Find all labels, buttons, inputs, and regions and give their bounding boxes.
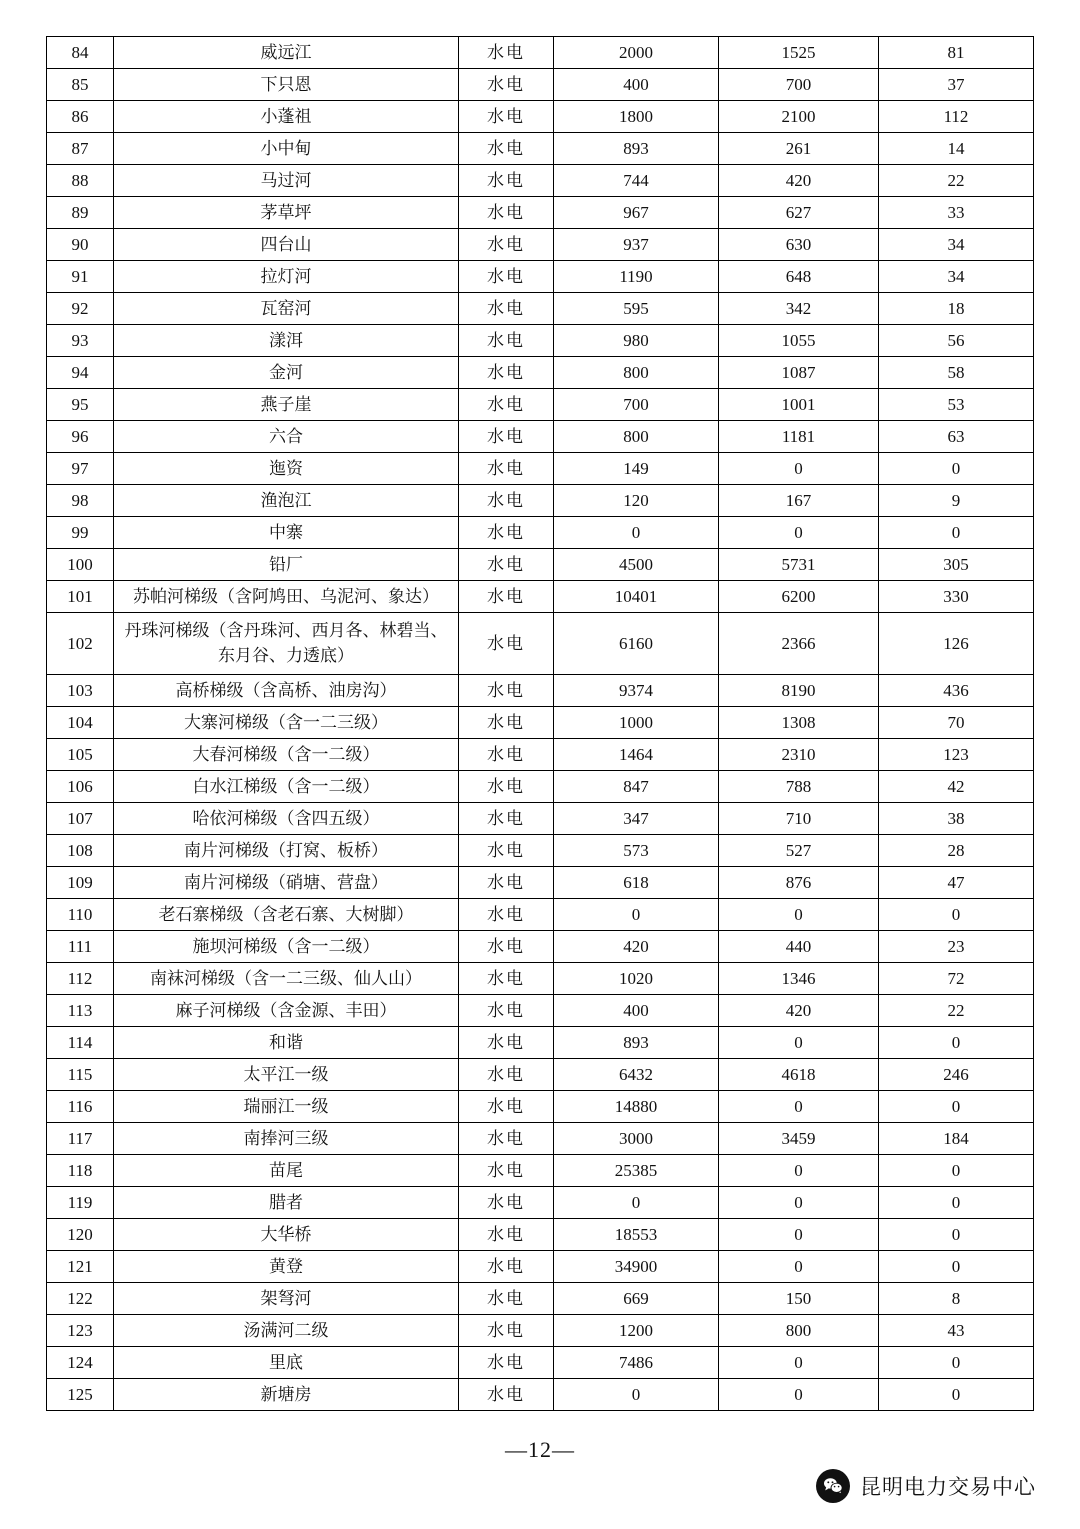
cell-energy-type: 水电 — [459, 739, 554, 771]
cell-plant-name: 瓦窑河 — [114, 293, 459, 325]
cell-plant-name: 哈依河梯级（含四五级） — [114, 803, 459, 835]
cell-value-1: 400 — [554, 69, 719, 101]
table-row — [47, 261, 1034, 293]
cell-plant-name: 迤资 — [114, 453, 459, 485]
cell-value-2: 5731 — [719, 549, 879, 581]
cell-energy-type: 水电 — [459, 707, 554, 739]
table-row — [47, 517, 1034, 549]
cell-value-1: 937 — [554, 229, 719, 261]
cell-value-1: 847 — [554, 771, 719, 803]
cell-value-1: 25385 — [554, 1155, 719, 1187]
cell-value-2: 700 — [719, 69, 879, 101]
cell-index: 117 — [47, 1123, 114, 1155]
cell-plant-name: 黄登 — [114, 1251, 459, 1283]
cell-value-3: 37 — [879, 69, 1034, 101]
cell-index: 103 — [47, 675, 114, 707]
cell-index: 98 — [47, 485, 114, 517]
cell-value-3: 305 — [879, 549, 1034, 581]
wechat-account-name: 昆明电力交易中心 — [860, 1476, 1036, 1499]
cell-energy-type: 水电 — [459, 1219, 554, 1251]
cell-value-2: 0 — [719, 453, 879, 485]
cell-value-2: 440 — [719, 931, 879, 963]
cell-energy-type: 水电 — [459, 101, 554, 133]
cell-plant-name: 太平江一级 — [114, 1059, 459, 1091]
cell-energy-type: 水电 — [459, 357, 554, 389]
cell-value-1: 1190 — [554, 261, 719, 293]
cell-value-1: 400 — [554, 995, 719, 1027]
cell-value-1: 149 — [554, 453, 719, 485]
cell-value-1: 0 — [554, 899, 719, 931]
cell-value-2: 4618 — [719, 1059, 879, 1091]
table-row — [47, 229, 1034, 261]
cell-value-3: 28 — [879, 835, 1034, 867]
cell-energy-type: 水电 — [459, 453, 554, 485]
cell-value-1: 14880 — [554, 1091, 719, 1123]
cell-value-1: 0 — [554, 1187, 719, 1219]
power-plant-table — [46, 36, 1034, 1411]
cell-value-2: 527 — [719, 835, 879, 867]
cell-index: 106 — [47, 771, 114, 803]
cell-value-2: 0 — [719, 1219, 879, 1251]
cell-plant-name: 白水江梯级（含一二级） — [114, 771, 459, 803]
table-row — [47, 1219, 1034, 1251]
cell-index: 99 — [47, 517, 114, 549]
cell-value-3: 14 — [879, 133, 1034, 165]
cell-value-2: 420 — [719, 995, 879, 1027]
cell-value-3: 34 — [879, 229, 1034, 261]
cell-value-3: 0 — [879, 453, 1034, 485]
cell-index: 92 — [47, 293, 114, 325]
cell-value-2: 3459 — [719, 1123, 879, 1155]
table-row — [47, 931, 1034, 963]
cell-value-1: 967 — [554, 197, 719, 229]
cell-value-1: 0 — [554, 1379, 719, 1411]
cell-value-2: 788 — [719, 771, 879, 803]
cell-value-1: 700 — [554, 389, 719, 421]
cell-index: 96 — [47, 421, 114, 453]
table-row — [47, 197, 1034, 229]
cell-value-2: 167 — [719, 485, 879, 517]
cell-plant-name: 施坝河梯级（含一二级） — [114, 931, 459, 963]
cell-value-2: 627 — [719, 197, 879, 229]
cell-value-2: 648 — [719, 261, 879, 293]
cell-value-2: 1346 — [719, 963, 879, 995]
cell-energy-type: 水电 — [459, 197, 554, 229]
table-row — [47, 389, 1034, 421]
cell-index: 88 — [47, 165, 114, 197]
cell-value-3: 42 — [879, 771, 1034, 803]
page-number: —12— — [505, 1437, 575, 1463]
cell-plant-name: 中寨 — [114, 517, 459, 549]
cell-value-1: 1020 — [554, 963, 719, 995]
table-row — [47, 899, 1034, 931]
cell-plant-name: 六合 — [114, 421, 459, 453]
cell-energy-type: 水电 — [459, 325, 554, 357]
cell-value-1: 1200 — [554, 1315, 719, 1347]
cell-index: 122 — [47, 1283, 114, 1315]
cell-value-3: 58 — [879, 357, 1034, 389]
cell-plant-name: 茅草坪 — [114, 197, 459, 229]
table-row — [47, 1155, 1034, 1187]
cell-plant-name: 新塘房 — [114, 1379, 459, 1411]
cell-value-2: 2310 — [719, 739, 879, 771]
cell-energy-type: 水电 — [459, 1123, 554, 1155]
cell-value-3: 72 — [879, 963, 1034, 995]
cell-energy-type: 水电 — [459, 1347, 554, 1379]
cell-energy-type: 水电 — [459, 581, 554, 613]
cell-value-2: 2366 — [719, 613, 879, 675]
cell-index: 125 — [47, 1379, 114, 1411]
wechat-icon — [816, 1469, 850, 1503]
cell-index: 89 — [47, 197, 114, 229]
table-row — [47, 1123, 1034, 1155]
cell-plant-name: 南捧河三级 — [114, 1123, 459, 1155]
cell-value-1: 6432 — [554, 1059, 719, 1091]
cell-plant-name: 南袜河梯级（含一二三级、仙人山） — [114, 963, 459, 995]
cell-plant-name: 丹珠河梯级（含丹珠河、西月各、林碧当、东月谷、力透底） — [114, 613, 459, 675]
cell-value-3: 0 — [879, 1379, 1034, 1411]
cell-plant-name: 老石寨梯级（含老石寨、大树脚） — [114, 899, 459, 931]
cell-value-2: 0 — [719, 1091, 879, 1123]
cell-value-1: 34900 — [554, 1251, 719, 1283]
cell-value-3: 0 — [879, 1219, 1034, 1251]
cell-energy-type: 水电 — [459, 1059, 554, 1091]
cell-value-3: 23 — [879, 931, 1034, 963]
table-row — [47, 675, 1034, 707]
cell-value-3: 47 — [879, 867, 1034, 899]
table-row — [47, 165, 1034, 197]
table-row — [47, 707, 1034, 739]
cell-energy-type: 水电 — [459, 613, 554, 675]
cell-value-3: 112 — [879, 101, 1034, 133]
cell-value-1: 980 — [554, 325, 719, 357]
cell-value-3: 9 — [879, 485, 1034, 517]
cell-index: 87 — [47, 133, 114, 165]
cell-value-3: 184 — [879, 1123, 1034, 1155]
table-row — [47, 37, 1034, 69]
cell-index: 85 — [47, 69, 114, 101]
cell-value-2: 1308 — [719, 707, 879, 739]
cell-value-1: 1800 — [554, 101, 719, 133]
cell-index: 95 — [47, 389, 114, 421]
cell-value-1: 669 — [554, 1283, 719, 1315]
cell-index: 105 — [47, 739, 114, 771]
cell-value-3: 53 — [879, 389, 1034, 421]
table-row — [47, 101, 1034, 133]
cell-value-3: 330 — [879, 581, 1034, 613]
cell-value-2: 420 — [719, 165, 879, 197]
cell-index: 120 — [47, 1219, 114, 1251]
cell-index: 94 — [47, 357, 114, 389]
cell-value-1: 573 — [554, 835, 719, 867]
cell-value-3: 43 — [879, 1315, 1034, 1347]
cell-index: 115 — [47, 1059, 114, 1091]
cell-energy-type: 水电 — [459, 835, 554, 867]
cell-value-1: 1000 — [554, 707, 719, 739]
table-row — [47, 69, 1034, 101]
table-row — [47, 1315, 1034, 1347]
cell-value-1: 893 — [554, 133, 719, 165]
cell-index: 102 — [47, 613, 114, 675]
cell-value-3: 0 — [879, 1091, 1034, 1123]
cell-value-3: 0 — [879, 1347, 1034, 1379]
cell-value-1: 2000 — [554, 37, 719, 69]
cell-value-1: 1464 — [554, 739, 719, 771]
cell-value-1: 0 — [554, 517, 719, 549]
cell-value-1: 893 — [554, 1027, 719, 1059]
cell-index: 112 — [47, 963, 114, 995]
cell-value-3: 34 — [879, 261, 1034, 293]
cell-value-2: 0 — [719, 1251, 879, 1283]
table-row — [47, 1251, 1034, 1283]
cell-value-1: 347 — [554, 803, 719, 835]
cell-energy-type: 水电 — [459, 261, 554, 293]
cell-value-3: 246 — [879, 1059, 1034, 1091]
cell-plant-name: 马过河 — [114, 165, 459, 197]
cell-index: 110 — [47, 899, 114, 931]
cell-value-3: 38 — [879, 803, 1034, 835]
cell-value-2: 0 — [719, 1155, 879, 1187]
cell-value-1: 18553 — [554, 1219, 719, 1251]
wechat-footer — [816, 1469, 1036, 1503]
cell-energy-type: 水电 — [459, 963, 554, 995]
cell-index: 118 — [47, 1155, 114, 1187]
cell-value-3: 0 — [879, 1187, 1034, 1219]
cell-energy-type: 水电 — [459, 867, 554, 899]
table-row — [47, 293, 1034, 325]
cell-energy-type: 水电 — [459, 485, 554, 517]
table-row — [47, 1091, 1034, 1123]
cell-index: 86 — [47, 101, 114, 133]
table-row — [47, 803, 1034, 835]
cell-energy-type: 水电 — [459, 293, 554, 325]
cell-energy-type: 水电 — [459, 229, 554, 261]
table-row — [47, 1027, 1034, 1059]
cell-energy-type: 水电 — [459, 771, 554, 803]
table-row — [47, 357, 1034, 389]
cell-energy-type: 水电 — [459, 165, 554, 197]
table-row — [47, 613, 1034, 675]
cell-plant-name: 下只恩 — [114, 69, 459, 101]
cell-plant-name: 苗尾 — [114, 1155, 459, 1187]
cell-energy-type: 水电 — [459, 549, 554, 581]
cell-plant-name: 和谐 — [114, 1027, 459, 1059]
cell-value-2: 0 — [719, 1379, 879, 1411]
cell-energy-type: 水电 — [459, 389, 554, 421]
table-row — [47, 1379, 1034, 1411]
table-row — [47, 835, 1034, 867]
cell-value-1: 618 — [554, 867, 719, 899]
cell-value-2: 6200 — [719, 581, 879, 613]
cell-value-3: 123 — [879, 739, 1034, 771]
table-row — [47, 1347, 1034, 1379]
cell-energy-type: 水电 — [459, 1187, 554, 1219]
cell-plant-name: 苏帕河梯级（含阿鸠田、乌泥河、象达） — [114, 581, 459, 613]
table-row — [47, 963, 1034, 995]
cell-value-1: 120 — [554, 485, 719, 517]
cell-plant-name: 铅厂 — [114, 549, 459, 581]
cell-energy-type: 水电 — [459, 37, 554, 69]
cell-index: 91 — [47, 261, 114, 293]
cell-value-2: 0 — [719, 1347, 879, 1379]
cell-value-2: 876 — [719, 867, 879, 899]
cell-energy-type: 水电 — [459, 133, 554, 165]
table-row — [47, 1187, 1034, 1219]
cell-plant-name: 架弩河 — [114, 1283, 459, 1315]
cell-value-3: 70 — [879, 707, 1034, 739]
cell-value-2: 710 — [719, 803, 879, 835]
cell-energy-type: 水电 — [459, 675, 554, 707]
cell-value-3: 81 — [879, 37, 1034, 69]
cell-index: 104 — [47, 707, 114, 739]
cell-plant-name: 里底 — [114, 1347, 459, 1379]
cell-value-3: 436 — [879, 675, 1034, 707]
table-row — [47, 133, 1034, 165]
cell-value-1: 800 — [554, 357, 719, 389]
cell-value-3: 126 — [879, 613, 1034, 675]
cell-plant-name: 汤满河二级 — [114, 1315, 459, 1347]
cell-value-2: 630 — [719, 229, 879, 261]
cell-value-2: 150 — [719, 1283, 879, 1315]
cell-value-2: 2100 — [719, 101, 879, 133]
cell-value-3: 63 — [879, 421, 1034, 453]
cell-value-2: 8190 — [719, 675, 879, 707]
cell-value-3: 8 — [879, 1283, 1034, 1315]
cell-plant-name: 大华桥 — [114, 1219, 459, 1251]
cell-energy-type: 水电 — [459, 1283, 554, 1315]
cell-value-3: 22 — [879, 165, 1034, 197]
cell-energy-type: 水电 — [459, 1155, 554, 1187]
cell-plant-name: 燕子崖 — [114, 389, 459, 421]
cell-plant-name: 金河 — [114, 357, 459, 389]
cell-plant-name: 腊者 — [114, 1187, 459, 1219]
cell-plant-name: 漾洱 — [114, 325, 459, 357]
cell-index: 90 — [47, 229, 114, 261]
table-row — [47, 739, 1034, 771]
cell-plant-name: 南片河梯级（打窝、板桥） — [114, 835, 459, 867]
cell-plant-name: 四台山 — [114, 229, 459, 261]
cell-index: 97 — [47, 453, 114, 485]
cell-index: 84 — [47, 37, 114, 69]
table-row — [47, 995, 1034, 1027]
table-row — [47, 1059, 1034, 1091]
cell-value-3: 22 — [879, 995, 1034, 1027]
cell-index: 121 — [47, 1251, 114, 1283]
cell-plant-name: 小中甸 — [114, 133, 459, 165]
cell-energy-type: 水电 — [459, 1315, 554, 1347]
cell-index: 109 — [47, 867, 114, 899]
cell-index: 108 — [47, 835, 114, 867]
cell-value-1: 10401 — [554, 581, 719, 613]
cell-value-3: 0 — [879, 1251, 1034, 1283]
cell-value-3: 0 — [879, 1027, 1034, 1059]
cell-index: 111 — [47, 931, 114, 963]
cell-energy-type: 水电 — [459, 1379, 554, 1411]
cell-value-2: 0 — [719, 1027, 879, 1059]
cell-value-1: 6160 — [554, 613, 719, 675]
table-row — [47, 867, 1034, 899]
cell-energy-type: 水电 — [459, 517, 554, 549]
cell-plant-name: 拉灯河 — [114, 261, 459, 293]
cell-energy-type: 水电 — [459, 931, 554, 963]
cell-energy-type: 水电 — [459, 421, 554, 453]
cell-index: 100 — [47, 549, 114, 581]
cell-plant-name: 瑞丽江一级 — [114, 1091, 459, 1123]
cell-value-2: 1525 — [719, 37, 879, 69]
table-row — [47, 549, 1034, 581]
table-row — [47, 1283, 1034, 1315]
cell-value-2: 1001 — [719, 389, 879, 421]
cell-value-2: 342 — [719, 293, 879, 325]
table-row — [47, 453, 1034, 485]
cell-value-2: 1055 — [719, 325, 879, 357]
cell-plant-name: 南片河梯级（硝塘、营盘） — [114, 867, 459, 899]
cell-value-2: 261 — [719, 133, 879, 165]
table-row — [47, 485, 1034, 517]
cell-plant-name: 小蓬祖 — [114, 101, 459, 133]
cell-energy-type: 水电 — [459, 1251, 554, 1283]
cell-value-2: 1087 — [719, 357, 879, 389]
cell-value-1: 744 — [554, 165, 719, 197]
cell-plant-name: 高桥梯级（含高桥、油房沟） — [114, 675, 459, 707]
cell-value-1: 800 — [554, 421, 719, 453]
cell-plant-name: 渔泡江 — [114, 485, 459, 517]
cell-value-1: 595 — [554, 293, 719, 325]
cell-plant-name: 大寨河梯级（含一二三级） — [114, 707, 459, 739]
cell-value-3: 0 — [879, 517, 1034, 549]
table-row — [47, 771, 1034, 803]
cell-value-1: 9374 — [554, 675, 719, 707]
cell-value-3: 56 — [879, 325, 1034, 357]
cell-energy-type: 水电 — [459, 803, 554, 835]
cell-energy-type: 水电 — [459, 995, 554, 1027]
cell-value-3: 0 — [879, 899, 1034, 931]
cell-value-1: 420 — [554, 931, 719, 963]
cell-index: 113 — [47, 995, 114, 1027]
cell-plant-name: 大春河梯级（含一二级） — [114, 739, 459, 771]
cell-value-1: 3000 — [554, 1123, 719, 1155]
cell-index: 116 — [47, 1091, 114, 1123]
cell-index: 93 — [47, 325, 114, 357]
cell-energy-type: 水电 — [459, 1091, 554, 1123]
cell-index: 119 — [47, 1187, 114, 1219]
cell-index: 124 — [47, 1347, 114, 1379]
table-row — [47, 421, 1034, 453]
cell-value-2: 0 — [719, 899, 879, 931]
table-row — [47, 325, 1034, 357]
cell-energy-type: 水电 — [459, 69, 554, 101]
cell-value-1: 4500 — [554, 549, 719, 581]
cell-value-2: 0 — [719, 1187, 879, 1219]
cell-plant-name: 威远江 — [114, 37, 459, 69]
cell-value-2: 0 — [719, 517, 879, 549]
cell-value-3: 18 — [879, 293, 1034, 325]
cell-index: 114 — [47, 1027, 114, 1059]
cell-index: 101 — [47, 581, 114, 613]
cell-energy-type: 水电 — [459, 899, 554, 931]
cell-value-2: 1181 — [719, 421, 879, 453]
cell-plant-name: 麻子河梯级（含金源、丰田） — [114, 995, 459, 1027]
table-row — [47, 581, 1034, 613]
cell-value-1: 7486 — [554, 1347, 719, 1379]
cell-energy-type: 水电 — [459, 1027, 554, 1059]
cell-index: 107 — [47, 803, 114, 835]
cell-value-3: 0 — [879, 1155, 1034, 1187]
cell-value-3: 33 — [879, 197, 1034, 229]
cell-value-2: 800 — [719, 1315, 879, 1347]
cell-index: 123 — [47, 1315, 114, 1347]
